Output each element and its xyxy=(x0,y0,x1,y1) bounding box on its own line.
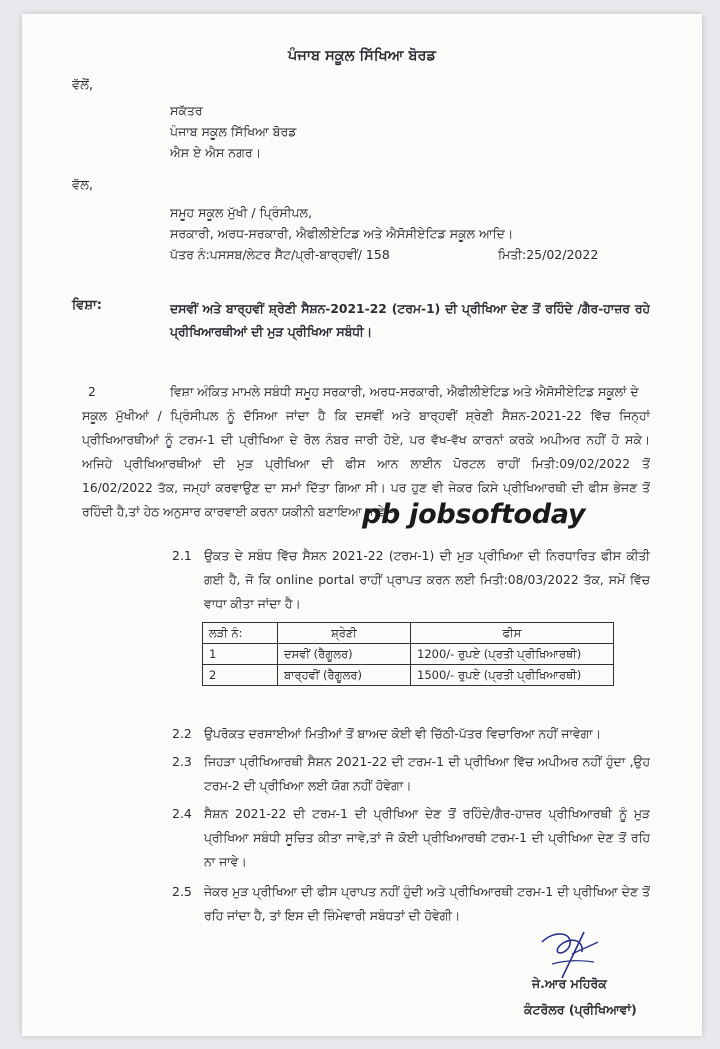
item-line: ਸੈਸ਼ਨ 2021-22 ਦੀ ਟਰਮ-1 ਦੀ ਪ੍ਰੀਖਿਆ ਦੇਣ ਤੋਂ ਰਹਿੰਦੇ/ਗੈਰ-ਹਾਜ਼ਰ ਪ੍ਰੀਖਿਆਰਥੀ ਨੂੰ ਮੁੜ xyxy=(204,807,650,821)
col-header-class: ਸ਼੍ਰੇਣੀ xyxy=(278,623,411,644)
item-number: 2.2 xyxy=(172,726,192,741)
table-header-row xyxy=(203,623,614,644)
signatory-title: ਕੰਟਰੋਲਰ (ਪ੍ਰੀਖਿਆਵਾਂ) xyxy=(524,1002,637,1017)
letter-date: ਮਿਤੀ:25/02/2022 xyxy=(498,247,599,262)
from-line: ਪੰਜਾਬ ਸਕੂਲ ਸਿੱਖਿਆ ਬੋਰਡ xyxy=(170,124,297,139)
item-line: ਰਹਿ ਜਾਂਦਾ ਹੈ, ਤਾਂ ਇਸ ਦੀ ਜ਼ਿੰਮੇਵਾਰੀ ਸਬੰਧਤਾਂ ਦੀ ਹੋਵੇਗੀ। xyxy=(204,909,461,923)
para-line: ਪ੍ਰੀਖਿਆਰਥੀਆਂ ਨੂੰ ਟਰਮ-1 ਦੀ ਪ੍ਰੀਖਿਆ ਦੇ ਰੋਲ ਨੰਬਰ ਜਾਰੀ ਹੋਏ, ਪਰ ਵੱਖ-ਵੱਖ ਕਾਰਨਾਂ ਕਰਕੇ ਅਪੀਅਰ ਨਹੀਂ ਹੋ ਸਕੇ। xyxy=(82,433,650,447)
to-line: ਸਮੂਹ ਸਕੂਲ ਮੁੱਖੀ / ਪ੍ਰਿੰਸੀਪਲ, xyxy=(170,205,312,220)
item-body xyxy=(204,750,650,798)
para-line: 16/02/2022 ਤੱਕ, ਜਮ੍ਹਾਂ ਕਰਵਾਉਣ ਦਾ ਸਮਾਂ ਦਿੱਤਾ ਗਿਆ ਸੀ। ਪਰ ਹੁਣ ਵੀ ਜੇਕਰ ਕਿਸੇ ਪ੍ਰੀਖਿਆਰਥੀ ਦੀ ਫੀਸ ਭੇਜਣ ਤੋਂ xyxy=(82,481,650,495)
item-line: ਟਰਮ-2 ਦੀ ਪ੍ਰੀਖਿਆ ਲਈ ਯੋਗ ਨਹੀਂ ਹੋਵੇਗਾ। xyxy=(204,779,412,793)
fee-table xyxy=(202,622,614,686)
para-line: ਰਹਿੰਦੀ ਹੈ,ਤਾਂ ਹੇਠ ਅਨੁਸਾਰ ਕਾਰਵਾਈ ਕਰਨਾ ਯਕੀਨੀ ਬਣਾਇਆ ਜਾਵੇ:- xyxy=(82,505,394,519)
subject-label: ਵਿਸ਼ਾ: xyxy=(72,298,102,313)
to-label: ਵੱਲ, xyxy=(72,178,94,193)
subject-text xyxy=(170,298,650,344)
item-line: ਪ੍ਰੀਖਿਆ ਸਬੰਧੀ ਸੂਚਿਤ ਕੀਤਾ ਜਾਵੇ,ਤਾਂ ਜੋ ਕੋਈ ਪ੍ਰੀਖਿਆਰਥੀ ਟਰਮ-1 ਦੀ ਪ੍ਰੀਖਿਆ ਦੇਣ ਤੋਂ ਰਹਿ xyxy=(204,831,650,845)
item-line: ਨਾ ਜਾਵੇ। xyxy=(204,855,247,869)
item-line: ਵਾਧਾ ਕੀਤਾ ਜਾਂਦਾ ਹੈ। xyxy=(204,597,301,611)
item-body xyxy=(204,544,650,616)
cell-class: ਦਸਵੀਂ (ਰੈਗੂਲਰ) xyxy=(278,644,411,665)
item-line: ਗਈ ਹੈ, ਜੋ ਕਿ online portal ਰਾਹੀਂ ਪ੍ਰਾਪਤ ਕਰਨ ਲਈ ਮਿਤੀ:08/03/2022 ਤੱਕ, ਸਮੇਂ ਵਿੱਚ xyxy=(204,573,650,587)
col-header-serial: ਲੜੀ ਨੰ: xyxy=(203,623,278,644)
cell-serial: 2 xyxy=(203,665,278,686)
letter-number: ਪੱਤਰ ਨੰ:ਪਸਸਬ/ਲੇਟਰ ਸੈੱਟ/ਪ੍ਰੀ-ਬਾਰ੍ਹਵੀਂ/ 158 xyxy=(170,247,390,262)
col-header-fee: ਫੀਸ xyxy=(411,623,614,644)
item-line: ਉਪਰੋਕਤ ਦਰਸਾਈਆਂ ਮਿਤੀਆਂ ਤੋਂ ਬਾਅਦ ਕੋਈ ਵੀ ਚਿੱਠੀ-ਪੱਤਰ ਵਿਚਾਰਿਆ ਨਹੀਂ ਜਾਵੇਗਾ। xyxy=(204,727,601,741)
para-line: ਸਕੂਲ ਮੁੱਖੀਆਂ / ਪ੍ਰਿੰਸੀਪਲ ਨੂੰ ਦੱਸਿਆ ਜਾਂਦਾ ਹੈ ਕਿ ਦਸਵੀਂ ਅਤੇ ਬਾਰ੍ਹਵੀਂ ਸ਼੍ਰੇਣੀ ਸੈਸ਼ਨ-2021-22 ਵਿੱਚ ਜਿਨ੍ਹਾਂ xyxy=(82,409,650,423)
signatory-name: ਜੇ.ਆਰ ਮਹਿਰੋਕ xyxy=(532,976,607,991)
item-number: 2.5 xyxy=(172,884,192,899)
table-row xyxy=(203,665,614,686)
item-body xyxy=(204,802,650,874)
item-line: ਉਕਤ ਦੇ ਸਬੰਧ ਵਿੱਚ ਸੈਸ਼ਨ 2021-22 (ਟਰਮ-1) ਦੀ ਮੁੜ ਪ੍ਰੀਖਿਆ ਦੀ ਨਿਰਧਾਰਿਤ ਫੀਸ ਕੀਤੀ xyxy=(204,549,650,563)
from-line: ਸਕੱਤਰ xyxy=(170,103,203,118)
from-label: ਵੱਲੋਂ, xyxy=(72,78,94,93)
letterhead: ਪੰਜਾਬ ਸਕੂਲ ਸਿੱਖਿਆ ਬੋਰਡ xyxy=(288,48,436,64)
subject-line: ਦਸਵੀਂ ਅਤੇ ਬਾਰ੍ਹਵੀਂ ਸ਼੍ਰੇਣੀ ਸੈਸ਼ਨ-2021-22 (ਟਰਮ-1) ਦੀ ਪ੍ਰੀਖਿਆ ਦੇਣ ਤੋਂ ਰਹਿੰਦੇ /ਗੈਰ-ਹਾਜ਼ਰ ਰਹੇ xyxy=(170,302,650,316)
cell-serial: 1 xyxy=(203,644,278,665)
para-line: ਅਜਿਹੇ ਪ੍ਰੀਖਿਆਰਥੀਆਂ ਦੀ ਮੁੜ ਪ੍ਰੀਖਿਆ ਦੀ ਫੀਸ ਆਨ ਲਾਈਨ ਪੋਰਟਲ ਰਾਹੀਂ ਮਿਤੀ:09/02/2022 ਤੋਂ xyxy=(82,457,650,471)
item-line: ਜਿਹੜਾ ਪ੍ਰੀਖਿਆਰਥੀ ਸੈਸ਼ਨ 2021-22 ਦੀ ਟਰਮ-1 ਦੀ ਪ੍ਰੀਖਿਆ ਵਿੱਚ ਅਪੀਅਰ ਨਹੀਂ ਹੁੰਦਾ ,ਉਹ xyxy=(204,755,650,769)
to-block xyxy=(170,202,513,244)
item-body xyxy=(204,880,650,928)
para-line: ਵਿਸ਼ਾ ਅੰਕਿਤ ਮਾਮਲੇ ਸਬੰਧੀ ਸਮੂਹ ਸਰਕਾਰੀ, ਅਰਧ-ਸਰਕਾਰੀ, ਐਫੀਲੀਏਟਿਡ ਅਤੇ ਐਸੋਸੀਏਟਿਡ ਸਕੂਲਾਂ ਦੇ xyxy=(170,385,639,399)
from-block xyxy=(170,100,296,163)
cell-class: ਬਾਰ੍ਹਵੀਂ (ਰੈਗੂਲਰ) xyxy=(278,665,411,686)
para-number: 2 xyxy=(88,385,96,399)
watermark-text: pb jobsoftoday xyxy=(362,499,586,530)
item-number: 2.1 xyxy=(172,548,192,563)
cell-fee: 1200/- ਰੁਪਏ (ਪ੍ਰਤੀ ਪ੍ਰੀਖਿਆਰਥੀ) xyxy=(411,644,614,665)
item-number: 2.3 xyxy=(172,754,192,769)
item-number: 2.4 xyxy=(172,806,192,821)
to-line: ਸਰਕਾਰੀ, ਅਰਧ-ਸਰਕਾਰੀ, ਐਫੀਲੀਏਟਿਡ ਅਤੇ ਐਸੋਸੀਏਟਿਡ ਸਕੂਲ ਆਦਿ। xyxy=(170,226,514,241)
table-row xyxy=(203,644,614,665)
item-line: ਜੇਕਰ ਮੁੜ ਪ੍ਰੀਖਿਆ ਦੀ ਫੀਸ ਪ੍ਰਾਪਤ ਨਹੀਂ ਹੁੰਦੀ ਅਤੇ ਪ੍ਰੀਖਿਆਰਥੀ ਟਰਮ-1 ਦੀ ਪ੍ਰੀਖਿਆ ਦੇਣ ਤੋਂ xyxy=(204,885,650,899)
cell-fee: 1500/- ਰੁਪਏ (ਪ੍ਰਤੀ ਪ੍ਰੀਖਿਆਰਥੀ) xyxy=(411,665,614,686)
subject-line: ਪ੍ਰੀਖਿਆਰਥੀਆਂ ਦੀ ਮੁੜ ਪ੍ਰੀਖਿਆ ਸਬੰਧੀ। xyxy=(170,325,373,339)
from-line: ਐਸ ਏ ਐਸ ਨਗਰ। xyxy=(170,145,261,160)
handwritten-signature xyxy=(532,924,612,982)
letter-sheet xyxy=(22,14,702,1036)
